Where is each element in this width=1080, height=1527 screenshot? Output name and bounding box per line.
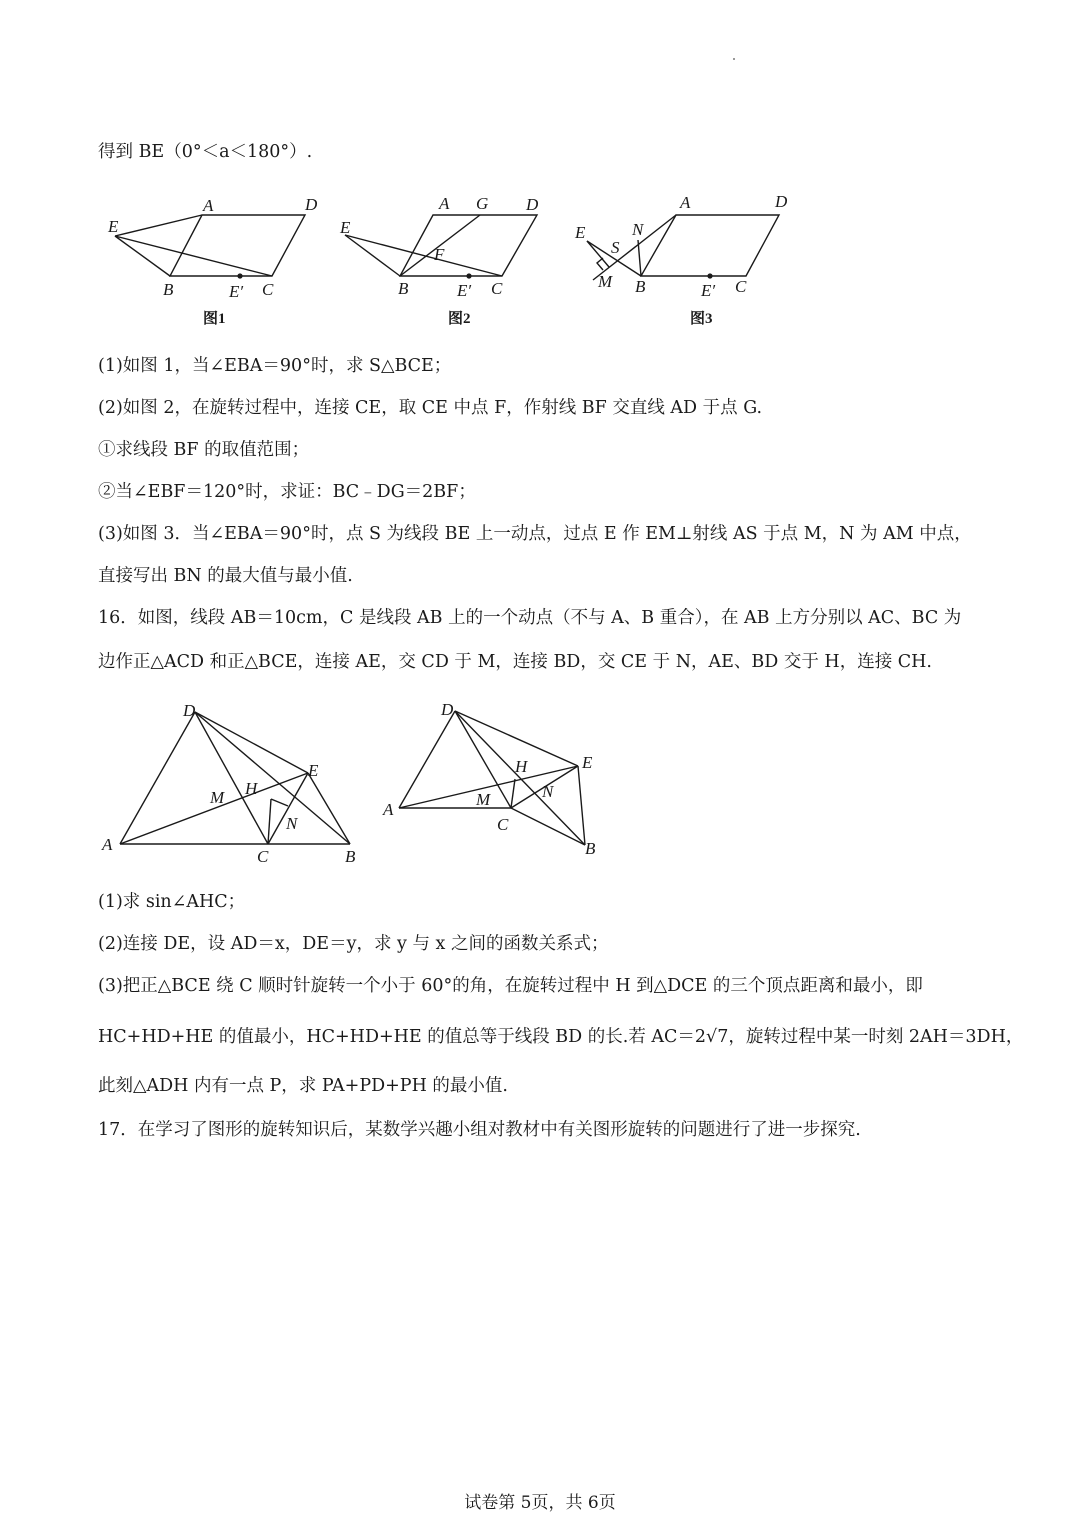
label-f: F	[434, 245, 445, 264]
label-c: C	[257, 847, 269, 866]
label-b: B	[398, 279, 409, 298]
p15-intro: 得到 BE（0°＜a＜180°）.	[98, 142, 313, 162]
p15-q1: (1)如图 1，当∠EBA＝90°时，求 S△BCE；	[98, 356, 452, 376]
segment-hn	[271, 799, 288, 806]
p16-q1: (1)求 sin∠AHC；	[98, 892, 246, 912]
label-d: D	[441, 700, 454, 719]
figure-3	[565, 185, 805, 335]
p15-q2: (2)如图 2，在旋转过程中，连接 CE，取 CE 中点 F，作射线 BF 交直线 AD 于点 G.	[98, 398, 763, 418]
segment-ea	[115, 215, 202, 236]
label-e: E	[340, 218, 351, 237]
segment-eb	[345, 235, 400, 276]
label-c: C	[491, 279, 503, 298]
label-b: B	[585, 839, 596, 858]
p15-q3-line1: (3)如图 3．当∠EBA＝90°时，点 S 为线段 BE 上一动点，过点 E 作 EM⊥射线 AS 于点 M，N 为 AM 中点，	[98, 524, 972, 544]
p16-q2: (2)连接 DE，设 AD＝x，DE＝y，求 y 与 x 之间的函数关系式；	[98, 934, 609, 954]
point-e-prime	[466, 273, 471, 278]
p16-q3-line2: HC+HD+HE 的值最小，HC+HD+HE 的值总等于线段 BD 的长.若 AC＝2√7，旋转过程中某一时刻 2AH＝3DH，	[98, 1027, 1024, 1047]
segment-bn	[638, 240, 641, 276]
label-e-prime: E′	[701, 281, 716, 300]
segment-db	[455, 711, 585, 845]
p17-stem: 17．在学习了图形的旋转知识后，某数学兴趣小组对教材中有关图形旋转的问题进行了进一步探究.	[98, 1120, 861, 1140]
segment-ad	[399, 711, 455, 808]
caption-fig1: 图1	[203, 311, 226, 327]
p15-q2b: ②当∠EBF＝120°时，求证：BC﹣DG＝2BF；	[98, 482, 476, 502]
p15-q2a: ①求线段 BF 的取值范围；	[98, 440, 310, 460]
segment-ad	[120, 712, 195, 844]
label-c: C	[735, 277, 747, 296]
label-a: A	[680, 193, 691, 212]
label-s: S	[611, 238, 620, 257]
figure-16-left	[95, 695, 370, 870]
label-d: D	[526, 195, 539, 214]
label-n: N	[286, 814, 298, 833]
segment-ch	[511, 779, 515, 808]
segment-cb	[511, 808, 585, 845]
segment-eb	[578, 766, 585, 845]
parallelogram-abcd	[641, 215, 779, 276]
label-a: A	[439, 194, 450, 213]
figure-1	[95, 185, 325, 335]
label-a: A	[203, 196, 214, 215]
segment-db	[195, 712, 350, 844]
label-b: B	[163, 280, 174, 299]
label-e: E	[108, 217, 119, 236]
label-d: D	[183, 701, 196, 720]
label-e-prime: E′	[229, 282, 244, 301]
p15-q3-line2: 直接写出 BN 的最大值与最小值.	[98, 566, 353, 586]
figure-16-right	[375, 695, 615, 870]
label-b: B	[345, 847, 356, 866]
label-d: D	[775, 192, 788, 211]
label-e: E	[575, 223, 586, 242]
p16-stem-line2: 边作正△ACD 和正△BCE，连接 AE，交 CD 于 M，连接 BD，交 CE 于 N，AE、BD 交于 H，连接 CH.	[98, 652, 932, 672]
label-a: A	[102, 835, 113, 854]
label-n: N	[542, 782, 554, 801]
p16-q3-line1: (3)把正△BCE 绕 C 顺时针旋转一个小于 60°的角，在旋转过程中 H 到△DCE 的三个顶点距离和最小，即	[98, 976, 923, 996]
label-m: M	[210, 788, 225, 807]
p16-q3-line3: 此刻△ADH 内有一点 P，求 PA+PD+PH 的最小值.	[98, 1076, 508, 1096]
label-m: M	[598, 272, 613, 291]
caption-fig2: 图2	[448, 311, 471, 327]
label-b: B	[635, 277, 646, 296]
label-e: E	[582, 753, 593, 772]
label-h: H	[245, 779, 258, 798]
page-footer: 试卷第 5页，共 6页	[464, 1493, 616, 1513]
label-m: M	[476, 790, 491, 809]
label-c: C	[497, 815, 509, 834]
p16-stem-line1: 16．如图，线段 AB＝10cm，C 是线段 AB 上的一个动点（不与 A、B 重合），在 AB 上方分别以 AC、BC 为	[98, 608, 962, 628]
label-e: E	[308, 761, 319, 780]
label-g: G	[476, 194, 489, 213]
segment-eb	[308, 773, 350, 844]
segment-eb	[115, 236, 170, 276]
segment-ce	[268, 773, 308, 844]
segment-ch	[268, 799, 271, 844]
label-a: A	[383, 800, 394, 819]
figure-2	[330, 185, 560, 335]
point-e-prime	[237, 273, 242, 278]
segment-ec	[345, 235, 502, 276]
segment-ec	[115, 236, 272, 276]
caption-fig3: 图3	[690, 311, 713, 327]
label-c: C	[262, 280, 274, 299]
label-h: H	[515, 757, 528, 776]
label-e-prime: E′	[457, 281, 472, 300]
label-n: N	[632, 220, 644, 239]
point-e-prime	[707, 273, 712, 278]
scan-dot	[733, 58, 735, 60]
label-d: D	[305, 195, 318, 214]
